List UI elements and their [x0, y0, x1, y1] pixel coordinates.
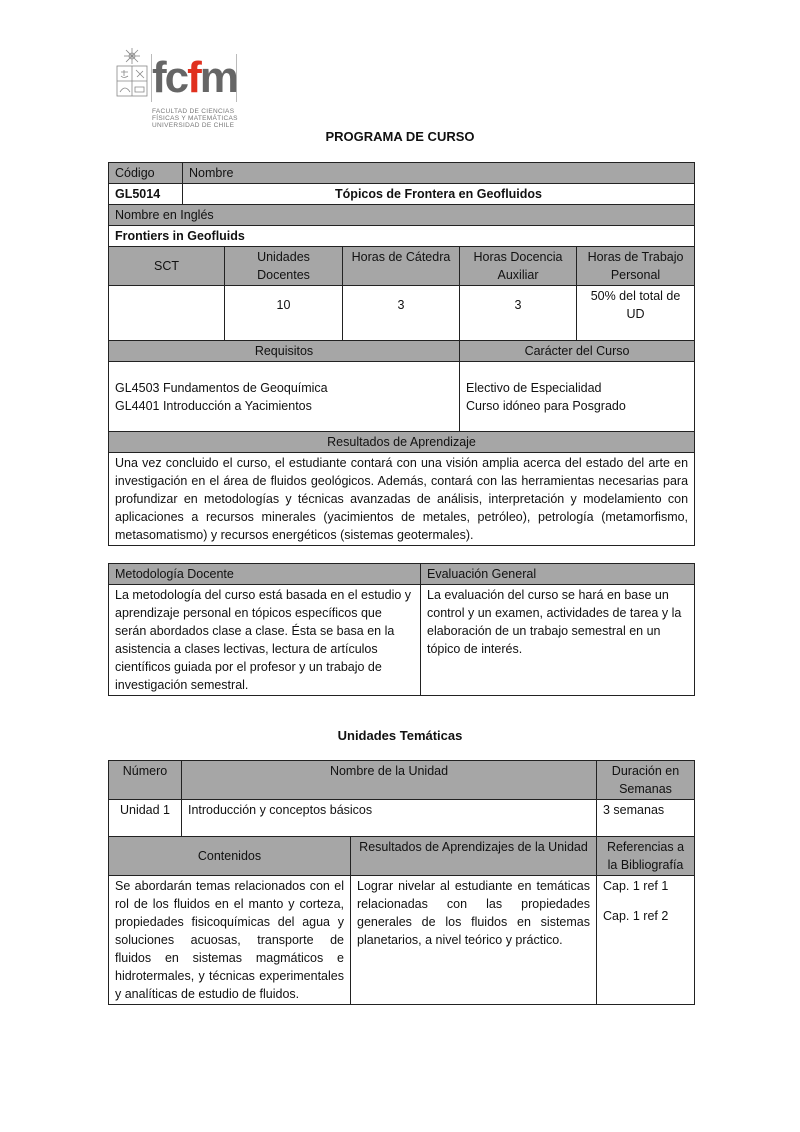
fcfm-logo [152, 53, 237, 102]
logo-subtitle-line: FÍSICAS Y MATEMÁTICAS [152, 115, 238, 122]
requisito-item: GL4401 Introducción a Yacimientos [115, 398, 312, 413]
caracter-label: Carácter del Curso [460, 341, 695, 362]
codigo-label: Código [109, 163, 183, 184]
col-header-horas-catedra: Horas de Cátedra [343, 247, 460, 286]
resultados-unidad-text: Lograr nivelar al estudiante en temáticas relacionadas con las propiedades generales de los fluidos en sistemas planetarios, a nivel teórico y práctico. [351, 876, 597, 1005]
col-header-unidades-docentes: Unidades Docentes [225, 247, 343, 286]
value-sct [109, 286, 225, 341]
metodologia-text: La metodología del curso está basada en el estudio y aprendizaje personal en tópicos específicos que serán abordados clase a clase. Ésta se basa en la asistencia a clases lectivas, lectura de artículos científicos guiada por el profesor y un trabajo de investigación semestral. [109, 585, 421, 696]
unit-name: Introducción y conceptos básicos [182, 800, 597, 837]
col-header-sct: SCT [109, 247, 225, 286]
contenidos-label: Contenidos [109, 837, 351, 876]
logo-text-fc: fc [152, 53, 188, 102]
logo-subtitle [152, 108, 238, 129]
referencias-label: Referencias a la Bibliografía [597, 837, 695, 876]
logo-subtitle-line: UNIVERSIDAD DE CHILE [152, 122, 235, 129]
logo-subtitle-line: FACULTAD DE CIENCIAS [152, 108, 235, 115]
value-horas-trabajo: 50% del total de UD [577, 286, 695, 341]
unit-duration: 3 semanas [597, 800, 695, 837]
referencia-item: Cap. 1 ref 1 [603, 879, 669, 893]
methodology-table [108, 563, 695, 696]
requisitos-list [109, 362, 460, 432]
course-info-table [108, 162, 695, 546]
resultados-label: Resultados de Aprendizaje [109, 432, 695, 453]
course-code: GL5014 [109, 184, 183, 205]
course-name: Tópicos de Frontera en Geofluidos [183, 184, 695, 205]
referencia-item: Cap. 1 ref 2 [603, 909, 669, 923]
resultados-text: Una vez concluido el curso, el estudiante contará con una visión amplia acerca del estado del arte en investigación en el área de fluidos geológicos. Además, contará con las herramientas necesarias para profundizar en metodologías y técnicas avanzadas de análisis, interpretación y modelamiento con aplicaciones a recursos minerales (yacimientos de metales, petróleo), petrología (metamorfismo, metasomatismo) y recursos energéticos (sistemas geotermales). [109, 453, 695, 546]
nombre-unidad-label: Nombre de la Unidad [182, 761, 597, 800]
contenidos-text: Se abordarán temas relacionados con el rol de los fluidos en el manto y corteza, propiedades fisicoquímicas del agua y soluciones acuosas, transporte de fluidos en sistemas magmáticos e hidrotermales, y técnicas experimentales y analíticas de estudio de fluidos. [109, 876, 351, 1005]
resultados-unidad-label: Resultados de Aprendizajes de la Unidad [351, 837, 597, 876]
evaluacion-label: Evaluación General [421, 564, 695, 585]
requisitos-label: Requisitos [109, 341, 460, 362]
unit-number: Unidad 1 [109, 800, 182, 837]
metodologia-label: Metodología Docente [109, 564, 421, 585]
caracter-item: Curso idóneo para Posgrado [466, 398, 626, 413]
col-header-horas-auxiliar: Horas Docencia Auxiliar [460, 247, 577, 286]
units-title: Unidades Temáticas [337, 728, 463, 743]
caracter-item: Electivo de Especialidad [466, 380, 602, 395]
caracter-list [460, 362, 695, 432]
value-horas-auxiliar: 3 [460, 286, 577, 341]
nombre-label: Nombre [183, 163, 695, 184]
col-header-horas-trabajo: Horas de Trabajo Personal [577, 247, 695, 286]
referencias-list [597, 876, 695, 1005]
english-name: Frontiers in Geofluids [109, 226, 695, 247]
evaluacion-text: La evaluación del curso se hará en base un control y un examen, actividades de tarea y la elaboración de un trabajo semestral en un tópico de interés. [421, 585, 695, 696]
university-crest-icon [115, 48, 149, 98]
units-table [108, 760, 695, 1005]
logo-text-m: m [199, 53, 237, 102]
page-title: PROGRAMA DE CURSO [325, 129, 475, 144]
value-horas-catedra: 3 [343, 286, 460, 341]
logo-text-f: f [187, 53, 200, 102]
numero-label: Número [109, 761, 182, 800]
requisito-item: GL4503 Fundamentos de Geoquímica [115, 380, 328, 395]
value-unidades-docentes: 10 [225, 286, 343, 341]
english-name-label: Nombre en Inglés [109, 205, 695, 226]
duracion-label: Duración en Semanas [597, 761, 695, 800]
